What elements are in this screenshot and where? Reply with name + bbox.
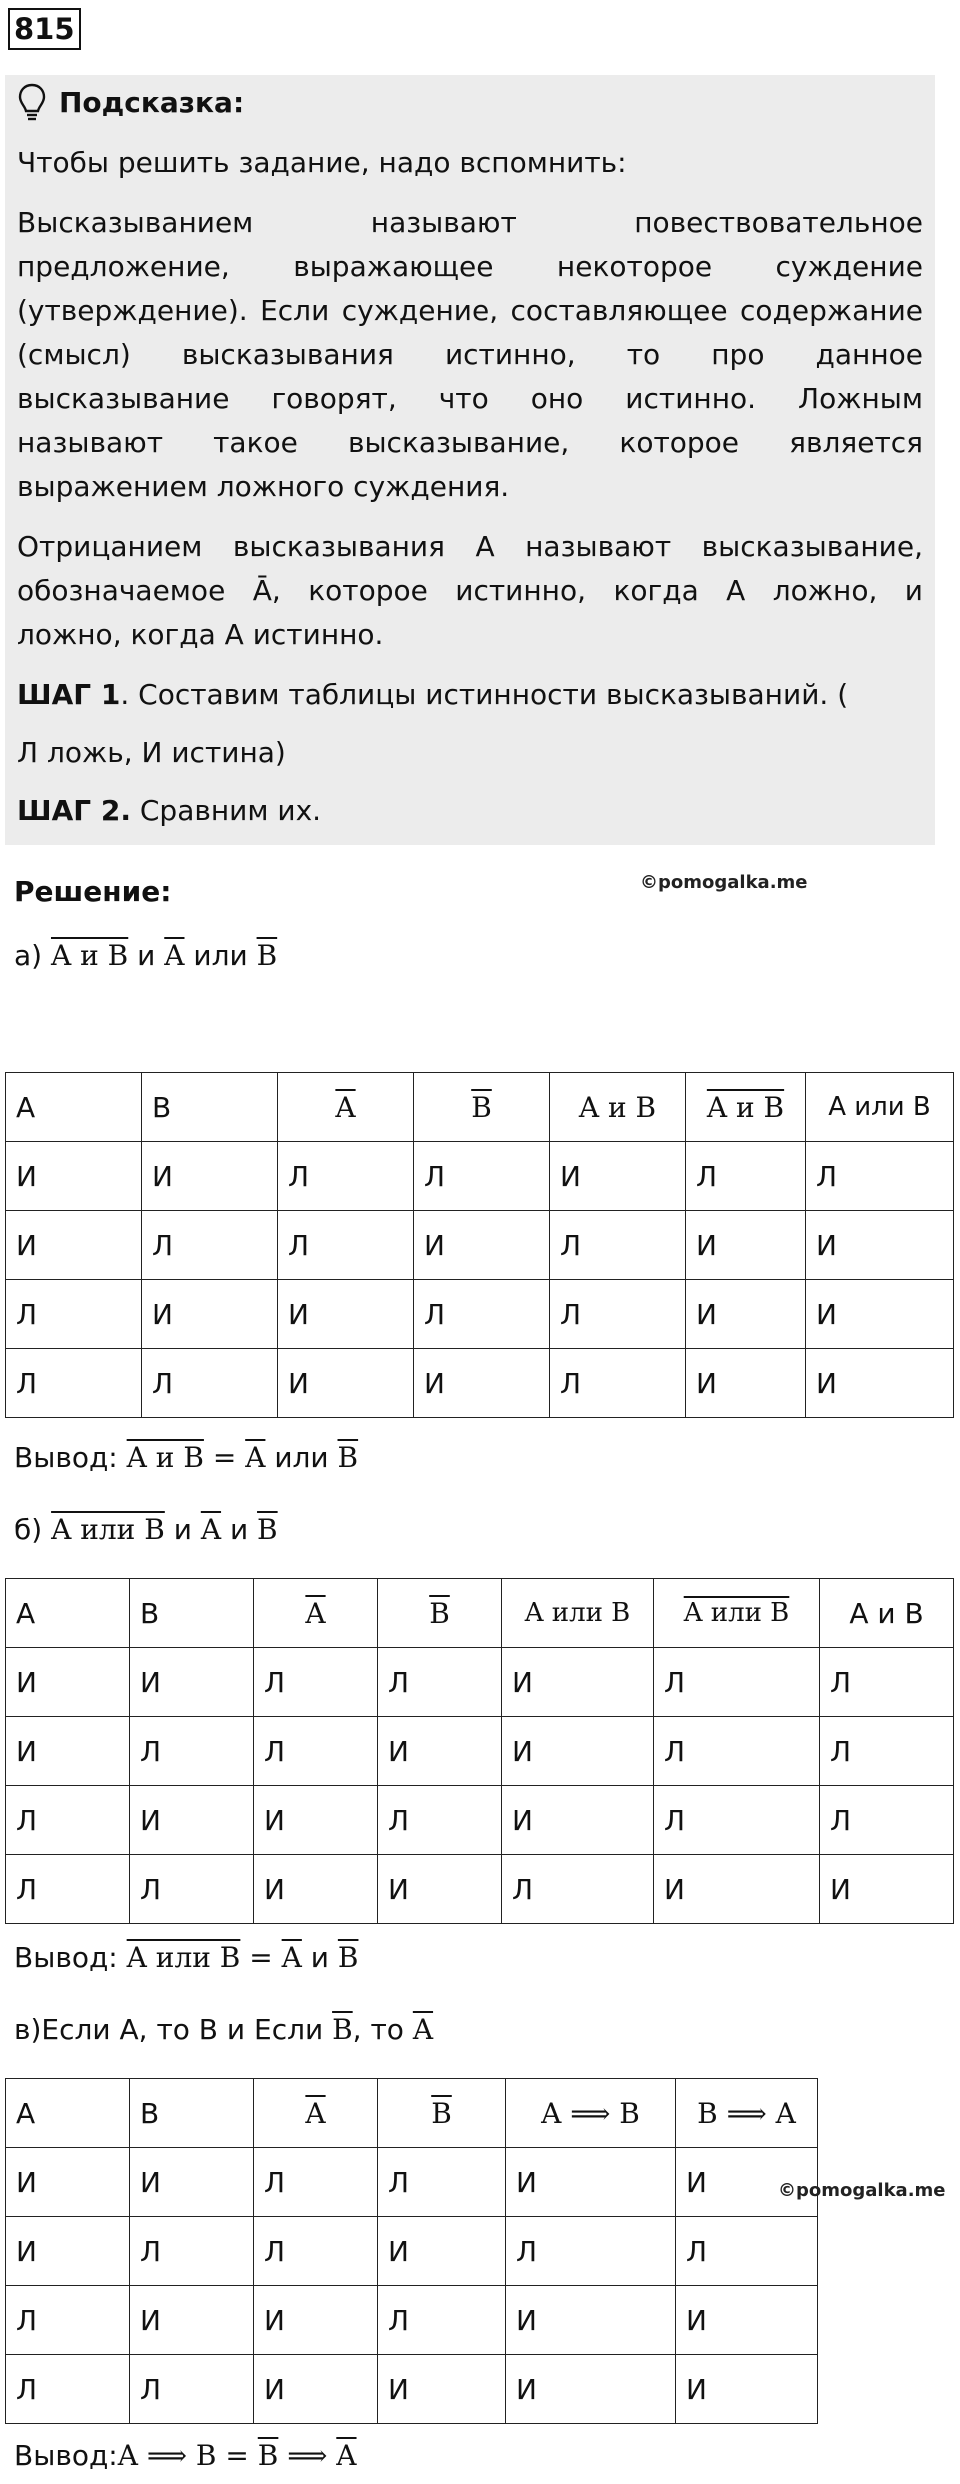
table-cell-text: $\overline{A}$ — [305, 2096, 326, 2130]
part-a-prefix: а) — [14, 939, 51, 972]
table-cell: И — [550, 1142, 686, 1211]
hint-intro: Чтобы решить задание, надо вспомнить: — [17, 146, 627, 179]
table-row — [6, 1142, 954, 1211]
table-row — [6, 1211, 954, 1280]
part-a-expr1: A и B — [50, 939, 129, 972]
conclusion-lhs: A и B — [126, 1441, 204, 1474]
table-cell-text: B ⟹ A — [697, 2096, 796, 2130]
table-cell: И — [254, 2286, 378, 2355]
table-cell: И — [378, 2355, 506, 2424]
hint-para2-line: Отрицанием высказывания А называют высказывание, — [17, 530, 923, 563]
table-cell: В — [130, 2079, 254, 2148]
table-cell: Л — [378, 1648, 502, 1717]
table-cell: Л — [254, 1648, 378, 1717]
table-cell: И — [686, 1211, 806, 1280]
table-row — [6, 1786, 954, 1855]
hint-box — [5, 75, 935, 845]
table-cell-text: A или B — [828, 1092, 931, 1122]
table-cell: И — [278, 1280, 414, 1349]
table-row — [6, 1717, 954, 1786]
table-cell: И — [6, 2217, 130, 2286]
table-cell: Л — [686, 1142, 806, 1211]
truth-table-a — [5, 1072, 954, 1418]
part-b-expr2b: $\overline{B}$ — [257, 1513, 278, 1546]
table-cell — [378, 2079, 506, 2148]
table-cell: Л — [502, 1855, 654, 1924]
table-cell: И — [414, 1349, 550, 1418]
step2-label: ШАГ 2. — [17, 794, 131, 827]
table-cell: А — [6, 1073, 142, 1142]
table-cell — [414, 1073, 550, 1142]
part-c-expr2: $\overline{A}$ — [412, 2013, 434, 2046]
table-cell — [254, 2079, 378, 2148]
part-a-mid2: или — [184, 939, 257, 972]
solution-label: Решение: — [14, 875, 172, 908]
table-cell: Л — [130, 2217, 254, 2286]
table-cell — [550, 1073, 686, 1142]
table-cell: И — [502, 1717, 654, 1786]
hint-title-text: Подсказка: — [59, 86, 245, 119]
table-cell: А — [6, 2079, 130, 2148]
part-a-heading — [14, 936, 277, 976]
table-cell: И — [130, 2286, 254, 2355]
table-row — [6, 1349, 954, 1418]
table-header-row — [6, 1073, 954, 1142]
conclusion-r1: $\overline{B}$ — [257, 2439, 279, 2472]
conclusion-r2: $\overline{B}$ — [337, 1441, 359, 1474]
part-b-prefix: б) — [14, 1513, 52, 1546]
table-cell: И — [6, 2148, 130, 2217]
table-cell: Л — [6, 1280, 142, 1349]
hint-para2-line: ложно, когда А истинно. — [17, 618, 384, 651]
step1-label: ШАГ 1 — [17, 678, 121, 711]
part-c-mid: , то — [352, 2013, 413, 2046]
table-cell: Л — [654, 1717, 820, 1786]
truth-table-c — [5, 2078, 818, 2424]
table-cell: Л — [654, 1648, 820, 1717]
table-row — [6, 1648, 954, 1717]
table-row — [6, 2217, 818, 2286]
part-c-prefix: в)Если А, то В и Если — [14, 2013, 333, 2046]
part-b-expr1: A или B — [51, 1513, 165, 1546]
conclusion-r2: $\overline{B}$ — [337, 1941, 359, 1974]
table-cell: Л — [378, 2286, 506, 2355]
lightbulb-icon — [17, 83, 47, 123]
part-a-mid: и — [128, 939, 165, 972]
table-cell — [278, 1073, 414, 1142]
part-a-conclusion — [14, 1438, 358, 1478]
table-cell: Л — [254, 2148, 378, 2217]
table-cell: И — [506, 2286, 676, 2355]
table-cell: И — [6, 1648, 130, 1717]
table-cell: И — [820, 1855, 954, 1924]
table-cell: А — [6, 1579, 130, 1648]
table-cell: И — [414, 1211, 550, 1280]
hint-step2 — [17, 789, 923, 833]
table-cell: Л — [6, 1349, 142, 1418]
conclusion-eq: = — [203, 1441, 246, 1474]
table-cell — [676, 2079, 818, 2148]
table-cell-text: $\overline{B}$ — [431, 2096, 452, 2130]
table-cell: Л — [6, 2286, 130, 2355]
table-cell: И — [130, 1648, 254, 1717]
table-cell — [820, 1579, 954, 1648]
conclusion-expr: A ⟹ B — [117, 2439, 217, 2472]
table-cell: В — [142, 1073, 278, 1142]
table-cell-text: A и B — [578, 1090, 657, 1124]
table-cell: И — [686, 1349, 806, 1418]
table-cell: И — [806, 1280, 954, 1349]
table-cell: Л — [654, 1786, 820, 1855]
table-cell: И — [142, 1280, 278, 1349]
part-c-conclusion — [14, 2436, 357, 2476]
table-cell: И — [676, 2355, 818, 2424]
table-cell: Л — [130, 1855, 254, 1924]
table-cell: Л — [414, 1280, 550, 1349]
task-number: 815 — [8, 8, 81, 50]
conclusion-r2: $\overline{A}$ — [336, 2439, 357, 2472]
hint-para2-line: обозначаемое Ā, которое истинно, когда А ложно, и — [17, 574, 923, 607]
table-cell: Л — [820, 1648, 954, 1717]
table-cell: И — [278, 1349, 414, 1418]
part-b-heading — [14, 1510, 278, 1550]
table-cell: И — [686, 1280, 806, 1349]
table-cell — [506, 2079, 676, 2148]
table-cell-text: A и B — [849, 1596, 924, 1630]
table-cell: Л — [506, 2217, 676, 2286]
table-cell: Л — [130, 2355, 254, 2424]
table-cell-text: $\overline{B}$ — [429, 1596, 450, 1630]
table-cell: Л — [550, 1349, 686, 1418]
table-cell: Л — [278, 1211, 414, 1280]
watermark: ©pomogalka.me — [778, 2180, 946, 2201]
conclusion-mid: и — [301, 1941, 338, 1974]
hint-para1-line: Высказыванием называют повествовательное — [17, 206, 923, 239]
table-cell: И — [654, 1855, 820, 1924]
table-row — [6, 1280, 954, 1349]
table-cell: Л — [676, 2217, 818, 2286]
hint-title — [17, 81, 923, 125]
table-row — [6, 1855, 954, 1924]
table-cell: И — [506, 2148, 676, 2217]
table-cell: Л — [254, 1717, 378, 1786]
table-row — [6, 2286, 818, 2355]
part-a-expr2a: $\overline{A}$ — [164, 939, 185, 972]
table-cell: И — [142, 1142, 278, 1211]
conclusion-eq: = — [216, 2439, 258, 2472]
table-cell: Л — [6, 1786, 130, 1855]
table-cell: Л — [414, 1142, 550, 1211]
truth-table-b — [5, 1578, 954, 1924]
table-cell-text: $\overline{B}$ — [471, 1090, 492, 1124]
conclusion-prefix: Вывод: — [14, 1441, 127, 1474]
table-cell: И — [676, 2286, 818, 2355]
table-cell: Л — [820, 1786, 954, 1855]
table-cell — [378, 1579, 502, 1648]
table-cell: И — [254, 1855, 378, 1924]
hint-para1-line: выражением ложного суждения. — [17, 470, 510, 503]
table-cell: Л — [278, 1142, 414, 1211]
conclusion-arrow: ⟹ — [278, 2439, 337, 2472]
table-cell: И — [6, 1142, 142, 1211]
step1-text: . Составим таблицы истинности высказываний. ( — [120, 678, 849, 711]
table-cell: И — [676, 2148, 818, 2217]
conclusion-prefix: Вывод: — [14, 1941, 127, 1974]
part-c-heading — [14, 2010, 433, 2050]
table-row — [6, 2148, 818, 2217]
watermark: ©pomogalka.me — [640, 872, 808, 893]
table-row — [6, 2355, 818, 2424]
table-cell: И — [6, 1717, 130, 1786]
table-cell: И — [378, 2217, 506, 2286]
table-cell: И — [806, 1349, 954, 1418]
hint-para1-line: (смысл) высказывания истинно, то про данное — [17, 338, 923, 371]
conclusion-lhs: A или B — [126, 1941, 241, 1974]
table-cell: Л — [6, 2355, 130, 2424]
part-b-expr2a: $\overline{A}$ — [200, 1513, 222, 1546]
conclusion-prefix: Вывод: — [14, 2439, 118, 2472]
part-b-mid2: и — [221, 1513, 258, 1546]
table-cell-text: $\overline{A}$ — [335, 1090, 356, 1124]
table-cell: Л — [130, 1717, 254, 1786]
table-cell-text: A и B — [706, 1090, 785, 1124]
table-cell — [686, 1073, 806, 1142]
conclusion-eq: = — [240, 1941, 282, 1974]
table-cell: И — [502, 1786, 654, 1855]
part-c-expr1: $\overline{B}$ — [332, 2013, 353, 2046]
table-cell: Л — [820, 1717, 954, 1786]
table-cell: И — [502, 1648, 654, 1717]
table-cell: Л — [254, 2217, 378, 2286]
table-cell: Л — [142, 1211, 278, 1280]
table-header-row — [6, 1579, 954, 1648]
table-cell: Л — [378, 2148, 506, 2217]
table-header-row — [6, 2079, 818, 2148]
hint-para1-line: предложение, выражающее некоторое суждение — [17, 250, 923, 283]
table-cell: Л — [550, 1211, 686, 1280]
table-cell: Л — [142, 1349, 278, 1418]
table-cell: И — [6, 1211, 142, 1280]
table-cell: И — [130, 1786, 254, 1855]
hint-para1-line: (утверждение). Если суждение, составляющее содержание — [17, 294, 923, 327]
table-cell: И — [130, 2148, 254, 2217]
table-cell: И — [254, 1786, 378, 1855]
hint-para1-line: называют такое высказывание, которое является — [17, 426, 923, 459]
table-cell: И — [806, 1211, 954, 1280]
table-cell: Л — [378, 1786, 502, 1855]
table-cell — [502, 1579, 654, 1648]
table-cell: И — [506, 2355, 676, 2424]
step2-text: Сравним их. — [130, 794, 322, 827]
part-b-conclusion — [14, 1938, 358, 1978]
table-cell: Л — [550, 1280, 686, 1349]
table-cell: Л — [6, 1855, 130, 1924]
hint-step1 — [17, 673, 923, 717]
table-cell-text: A ⟹ B — [541, 2096, 640, 2130]
part-a-expr2b: $\overline{B}$ — [256, 939, 278, 972]
table-cell: И — [378, 1855, 502, 1924]
table-cell — [254, 1579, 378, 1648]
conclusion-r1: $\overline{A}$ — [245, 1441, 266, 1474]
table-cell — [654, 1579, 820, 1648]
conclusion-mid: или — [265, 1441, 338, 1474]
table-cell — [806, 1073, 954, 1142]
table-cell: Л — [806, 1142, 954, 1211]
hint-step1-cont: Л ложь, И истина) — [17, 736, 286, 769]
table-cell: И — [378, 1717, 502, 1786]
table-cell-text: A или B — [683, 1598, 790, 1628]
table-cell: В — [130, 1579, 254, 1648]
table-cell-text: $\overline{A}$ — [305, 1596, 326, 1630]
hint-para1-line: высказывание говорят, что оно истинно. Ложным — [17, 382, 923, 415]
table-cell-text: A или B — [524, 1598, 631, 1628]
conclusion-r1: $\overline{A}$ — [281, 1941, 302, 1974]
part-b-mid: и — [164, 1513, 201, 1546]
table-cell: И — [254, 2355, 378, 2424]
